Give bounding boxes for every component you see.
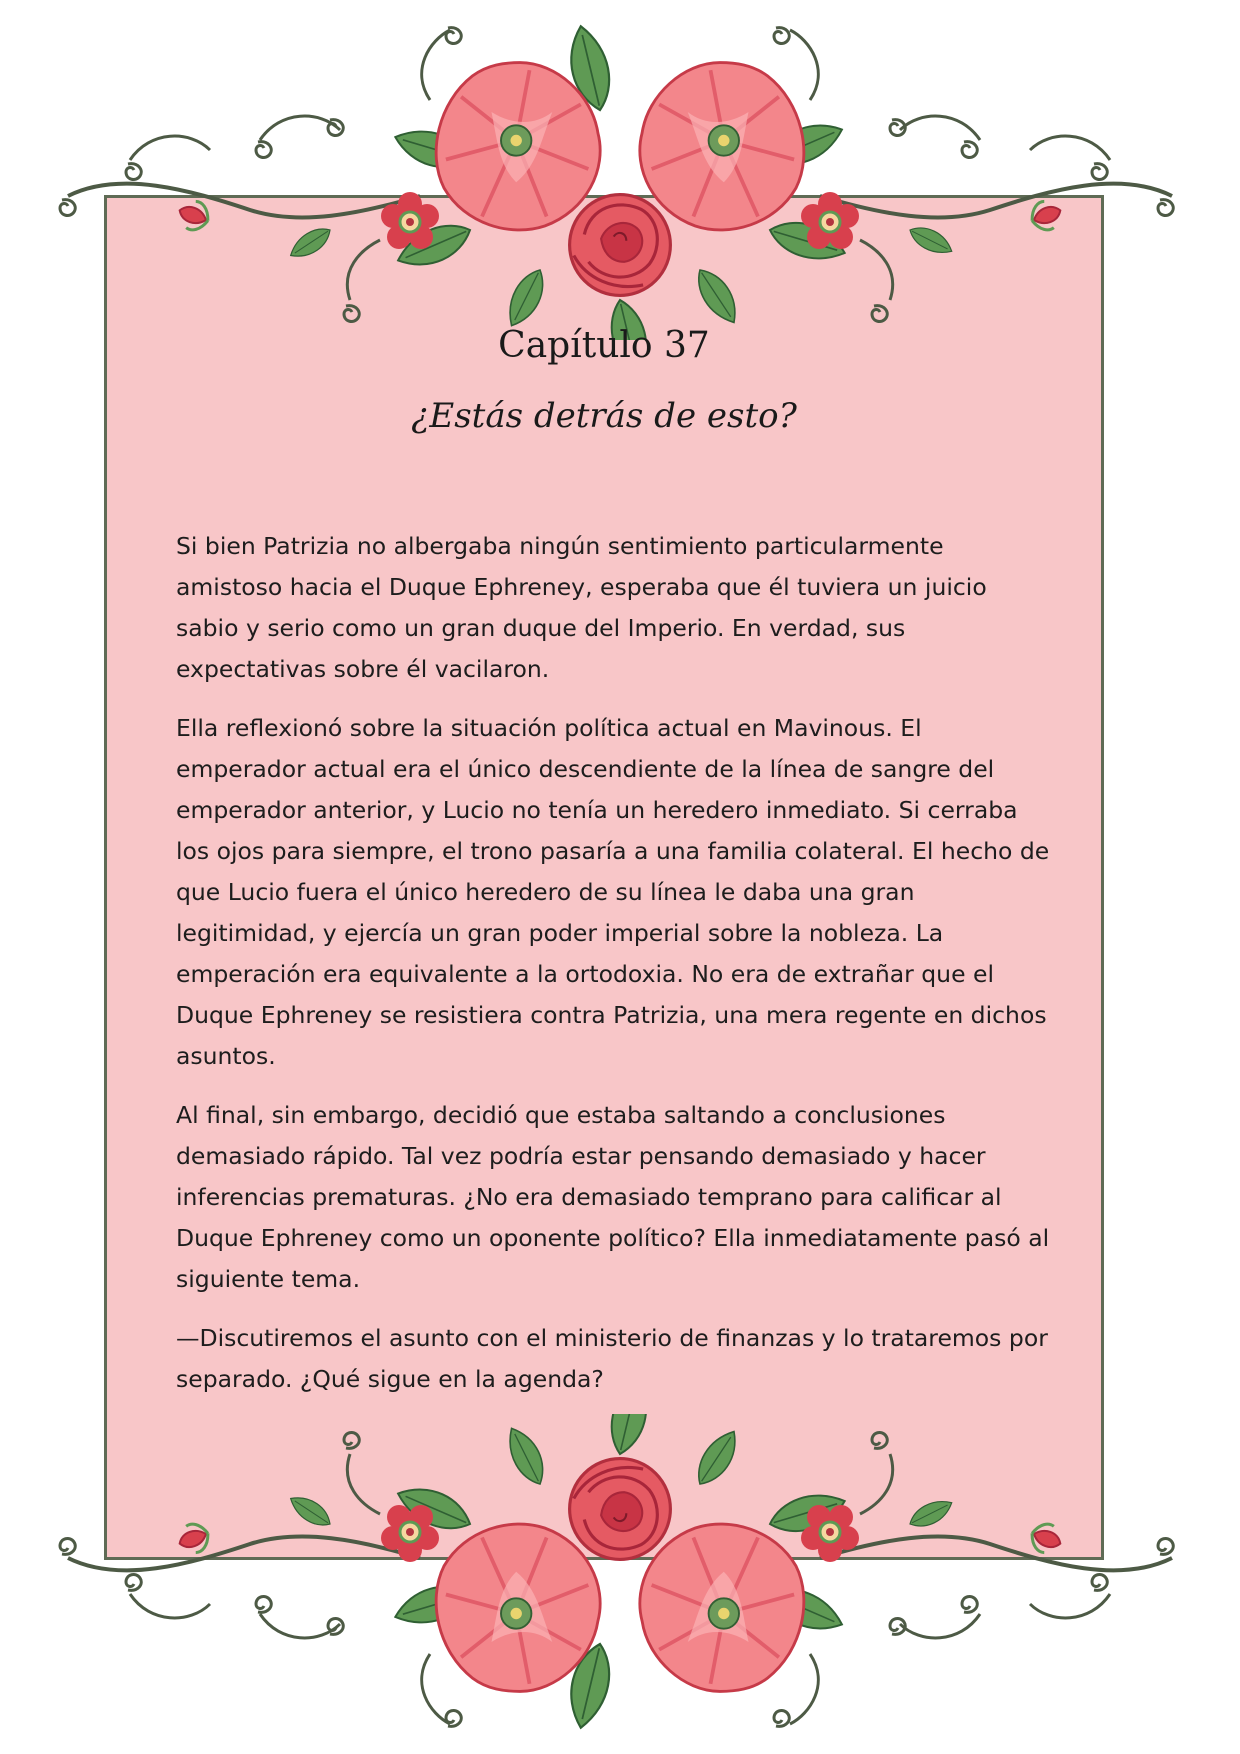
paragraph: Al final, sin embargo, decidió que estaba saltando a conclusiones demasiado rápido. Tal vez podría estar pensando demasiado y hacer inferencias prematuras. ¿No era demasiado temprano para calificar al Duque Ephreney como un oponente político? Ella inmediatamente pasó al siguiente tema. <box>176 1101 1050 1293</box>
paragraph: Si bien Patrizia no albergaba ningún sentimiento particularmente amistoso hacia el Duque Ephreney, esperaba que él tuviera un juicio sabio y serio como un gran duque del Imperio. En verdad, sus expectativas sobre él vacilaron. <box>176 532 987 683</box>
chapter-title: ¿Estás detrás de esto? <box>411 396 797 436</box>
chapter-body <box>176 526 1056 1418</box>
chapter-number: Capítulo 37 <box>498 325 710 366</box>
floral-ornament-bottom <box>0 1414 1240 1754</box>
chapter-heading <box>104 318 1104 436</box>
paragraph: —Discutiremos el asunto con el ministerio de finanzas y lo trataremos por separado. ¿Qué sigue en la agenda? <box>176 1324 1048 1393</box>
floral-ornament-top <box>0 0 1240 340</box>
paragraph: Ella reflexionó sobre la situación política actual en Mavinous. El emperador actual era el único descendiente de la línea de sangre del emperador anterior, y Lucio no tenía un heredero inmediato. Si cerraba los ojos para siempre, el trono pasaría a una familia colateral. El hecho de que Lucio fuera el único heredero de su línea le daba una gran legitimidad, y ejercía un gran poder imperial sobre la nobleza. La emperación era equivalente a la ortodoxia. No era de extrañar que el Duque Ephreney se resistiera contra Patrizia, una mera regente en dichos asuntos. <box>176 714 1050 1070</box>
